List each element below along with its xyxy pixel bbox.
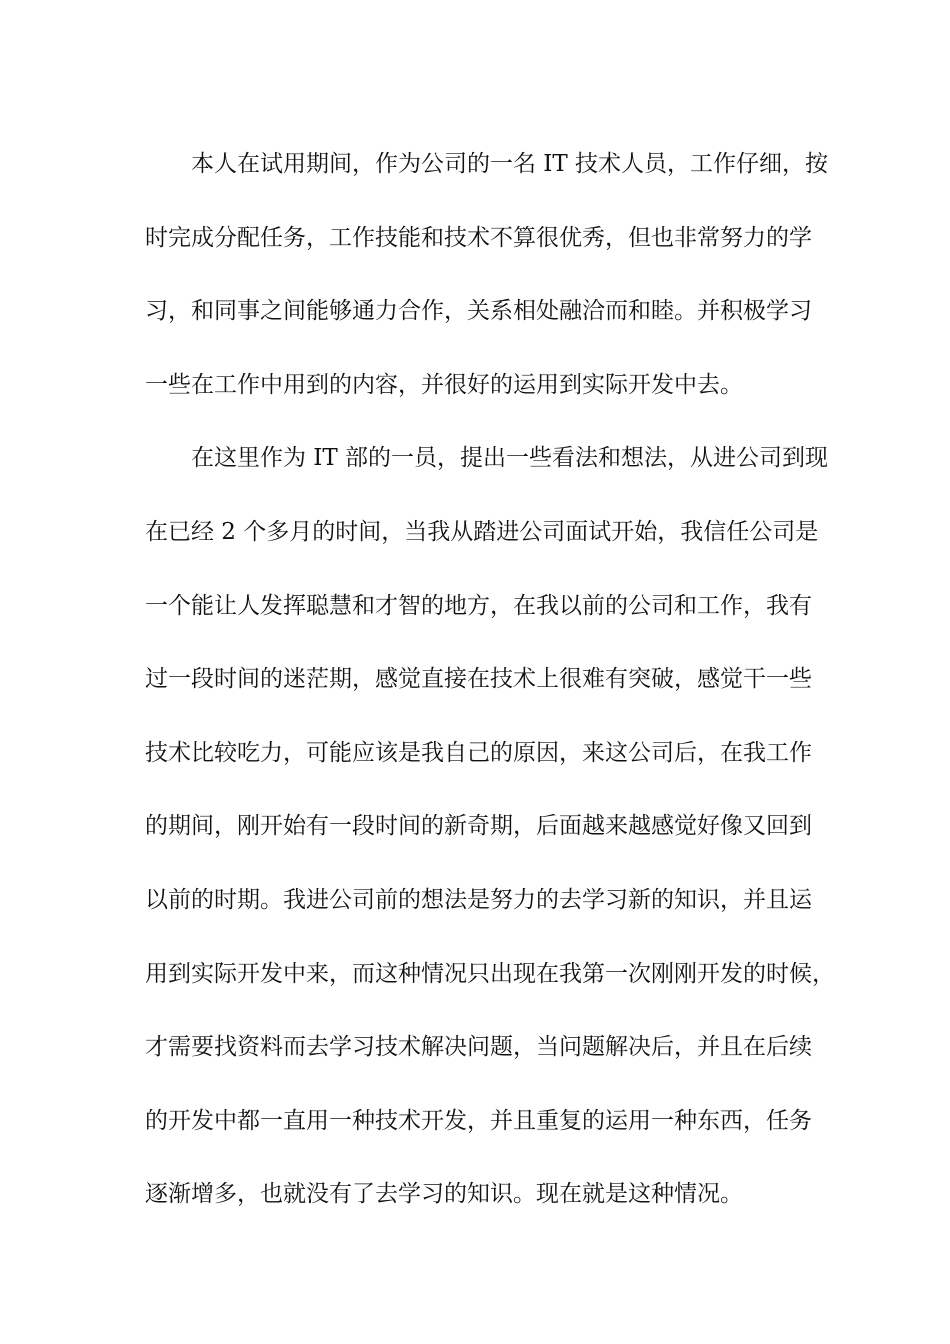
paragraph-1-line-4: 一些在工作中用到的内容，并很好的运用到实际开发中去。 [145, 371, 743, 398]
paragraph-2-line-8: 用到实际开发中来，而这种情况只出现在我第一次刚刚开发的时候， [145, 960, 835, 987]
paragraph-2-line-1: 在这里作为 IT 部的一员，提出一些看法和想法，从进公司到现 [191, 445, 829, 472]
paragraph-2-line-3: 一个能让人发挥聪慧和才智的地方，在我以前的公司和工作，我有 [145, 592, 812, 619]
paragraph-2-line-2: 在已经 2 个多月的时间，当我从踏进公司面试开始，我信任公司是 [145, 518, 819, 545]
paragraph-2-line-10: 的开发中都一直用一种技术开发，并且重复的运用一种东西，任务 [145, 1107, 812, 1134]
paragraph-2-line-7: 以前的时期。我进公司前的想法是努力的去学习新的知识，并且运 [145, 886, 812, 913]
paragraph-1-line-2: 时完成分配任务，工作技能和技术不算很优秀，但也非常努力的学 [145, 224, 812, 251]
paragraph-1-line-1: 本人在试用期间，作为公司的一名 IT 技术人员，工作仔细，按 [191, 151, 829, 177]
document-body [145, 128, 835, 1232]
paragraph-2-line-11: 逐渐增多，也就没有了去学习的知识。现在就是这种情况。 [145, 1181, 743, 1208]
paragraph-2-line-9: 才需要找资料而去学习技术解决问题，当问题解决后，并且在后续 [145, 1034, 812, 1061]
paragraph-2-line-4: 过一段时间的迷茫期，感觉直接在技术上很难有突破，感觉干一些 [145, 666, 812, 693]
paragraph-2-line-6: 的期间，刚开始有一段时间的新奇期，后面越来越感觉好像又回到 [145, 813, 812, 840]
paragraph-2-line-5: 技术比较吃力，可能应该是我自己的原因，来这公司后，在我工作 [145, 739, 812, 766]
paragraph-1-line-3: 习，和同事之间能够通力合作，关系相处融洽而和睦。并积极学习 [145, 298, 812, 325]
